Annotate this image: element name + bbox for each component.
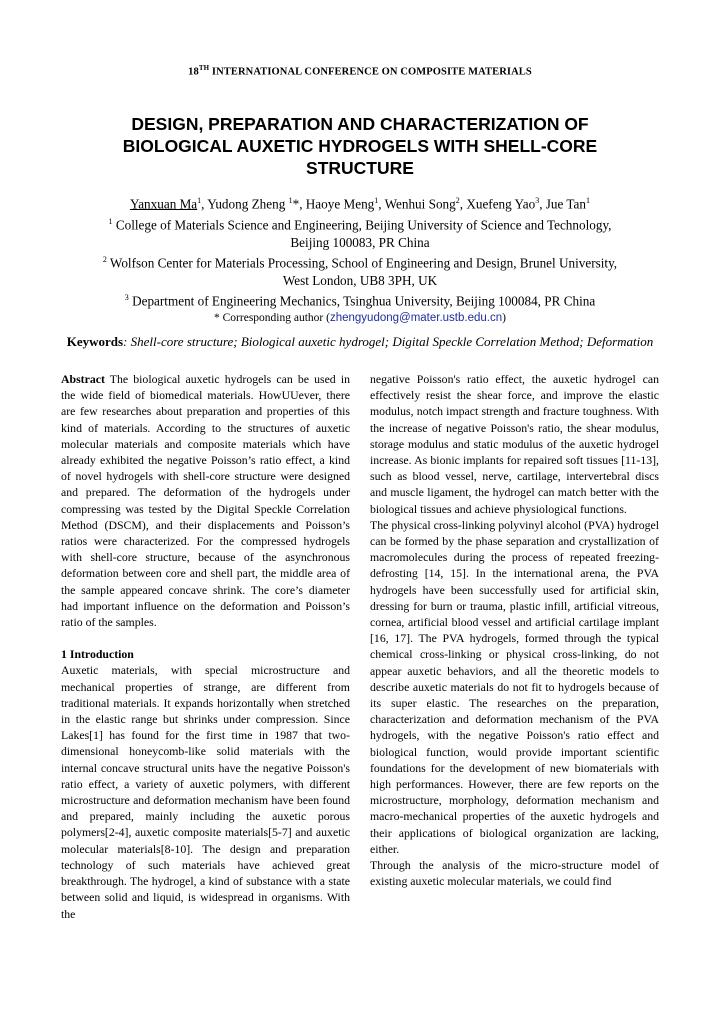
abstract-text: The biological auxetic hydrogels can be used in the wide field of biomedical materials. HowUUever, there are few researches about preparation and properties of this kind of materials. According to the structures of auxetic molecular materials and composite materials which have already exhibited the negative Poisson’s ratio effect, a kind of novel hydrogels with shell-core structure were designed and prepared. The deformation of the hydrogels under compressing was tested by the Digital Speckle Correlation Method (DSCM), and their displacements and Poisson’s ratios were characterized. For the compressed hydrogels with shell-core structure, because of the asynchronous deformation between core and shell part, the middle area of the sample appeared concave shrink. The core’s diameter had important influence on the deformation and Poisson’s ratio of the samples. [61, 372, 350, 630]
title-line-3: STRUCTURE [306, 158, 414, 178]
intro-heading [61, 646, 350, 662]
conference-name: INTERNATIONAL CONFERENCE ON COMPOSITE MATERIALS [209, 66, 532, 78]
author-name: , Wenhui Song [378, 196, 456, 212]
affiliation-number: 3 [124, 293, 129, 303]
affiliation-number: 2 [102, 255, 107, 264]
abstract-label: Abstract [61, 372, 105, 386]
author-sup: 3 [535, 196, 540, 205]
affiliation-number: 1 [108, 216, 113, 226]
title-line-2: BIOLOGICAL AUXETIC HYDROGELS WITH SHELL-CORE [122, 136, 598, 156]
affiliation-text: Wolfson Center for Materials Processing, School of Engineering and Design, Brunel University, [106, 255, 618, 271]
body-paragraph-2: The physical cross-linking polyvinyl alcohol (PVA) hydrogel can be formed by the phase separation and crystallization of macromolecules during the process of repeated freezing-defrosting [14, 15]. In the international arena, the PVA hydrogels have been successfully used for artificial skin, dressing for burn or trauma, plastic infill, artificial vitreous, cornea, artificial blood vessel and artificial cartilage implant [16, 17]. The PVA hydrogels, formed through the typical chemical cross-linking or physical cross-linking, do not appear auxetic behaviors, and all the theoretic models to describe auxetic materials do not fit to hydrogels because of its super elastic. The researches on the preparation, characterization and deformation mechanism of the PVA hydrogels, with the negative Poisson's ratio effect and biological function, would provide important scientific foundations for the development of new biomaterials with high performances. However, there are few reports on the microstructure, morphology, deformation mechanism and macro-mechanical properties of the auxetic hydrogels and their applications of biological organization are lacking, either. [370, 517, 659, 856]
affiliation-2 [40, 251, 680, 272]
affiliation-text: Department of Engineering Mechanics, Tsinghua University, Beijing 100084, PR China [128, 293, 596, 309]
paper-title [60, 113, 660, 179]
author-name: , Yudong Zheng [201, 196, 289, 212]
author-name: , Xuefeng Yao [459, 196, 536, 212]
author-block [40, 192, 680, 327]
right-column [370, 371, 659, 890]
author-name: , Jue Tan [539, 196, 586, 212]
keywords-label: Keywords [66, 334, 124, 349]
author-name: *, Haoye Meng [292, 196, 375, 212]
author-list [40, 192, 680, 213]
body-paragraph-1: negative Poisson's ratio effect, the auxetic hydrogel can effectively resist the shear force, and improve the elastic modulus, notch impact strength and fracture toughness. With the increase of negative Poisson's ratio, the shear modulus, storage modulus and static modulus of the auxetic hydrogel increase. As bionic implants for repaired soft tissues [11-13], such as blood vessel, nerve, cartilage, intervertebral discs and muscle ligament, the hydrogel can match better with the biological tissues and achieve physiological functions. [370, 372, 659, 516]
author-name: Yanxuan Ma [130, 196, 198, 212]
author-sup: 1 [374, 196, 379, 205]
keywords-text: : Shell-core structure; Biological auxetic hydrogel; Digital Speckle Correlation Method; Deformation [123, 334, 654, 349]
conference-number: 18 [188, 66, 199, 78]
body-paragraph-3: Through the analysis of the micro-structure model of existing auxetic molecular materials, we could find [370, 858, 659, 889]
affiliation-text: College of Materials Science and Engineering, Beijing University of Science and Technology, [112, 217, 612, 233]
affiliation-1-line-2: Beijing 100083, PR China [290, 234, 430, 250]
author-sup: 2 [455, 196, 460, 205]
title-line-1: DESIGN, PREPARATION AND CHARACTERIZATION OF [131, 114, 589, 134]
spacer [61, 630, 350, 646]
intro-heading-text: 1 Introduction [61, 647, 134, 662]
intro-paragraph: Auxetic materials, with special microstructure and mechanical properties of strange, are different from traditional materials. It expands horizontally when stretched in the elastic range but shrinks under compression. Since Lakes[1] has found for the first time in 1987 that two-dimensional honeycomb-like solid materials with the internal concave structural units have the negative Poisson's ratio effect, a variety of auxetic polymers, with different microstructure and deformation mechanism have been found and prepared, mainly including the auxetic porous polymers[2-4], auxetic composite materials[5-7] and auxetic molecular materials[8-10]. The design and preparation technology of such materials have achieved great breakthrough. The hydrogel, a kind of substance with a state between solid and liquid, is widespread in organisms. With the [61, 663, 350, 921]
affiliation-1 [40, 213, 680, 234]
corresponding-prefix: * Corresponding author ( [214, 312, 330, 324]
corresponding-suffix: ) [502, 312, 506, 324]
corresponding-author [40, 310, 680, 327]
author-sup: 1 [197, 196, 202, 205]
corresponding-email-link[interactable]: zhengyudong@mater.ustb.edu.cn [329, 312, 503, 324]
conference-ordinal: TH [198, 64, 210, 72]
author-sup: 1 [288, 196, 293, 205]
author-sup: 1 [586, 196, 590, 205]
keywords [60, 333, 660, 350]
left-column [61, 371, 350, 922]
affiliation-2-line-2: West London, UB8 3PH, UK [282, 272, 438, 288]
affiliation-3 [40, 289, 680, 310]
conference-header [0, 64, 720, 78]
abstract [61, 371, 350, 630]
